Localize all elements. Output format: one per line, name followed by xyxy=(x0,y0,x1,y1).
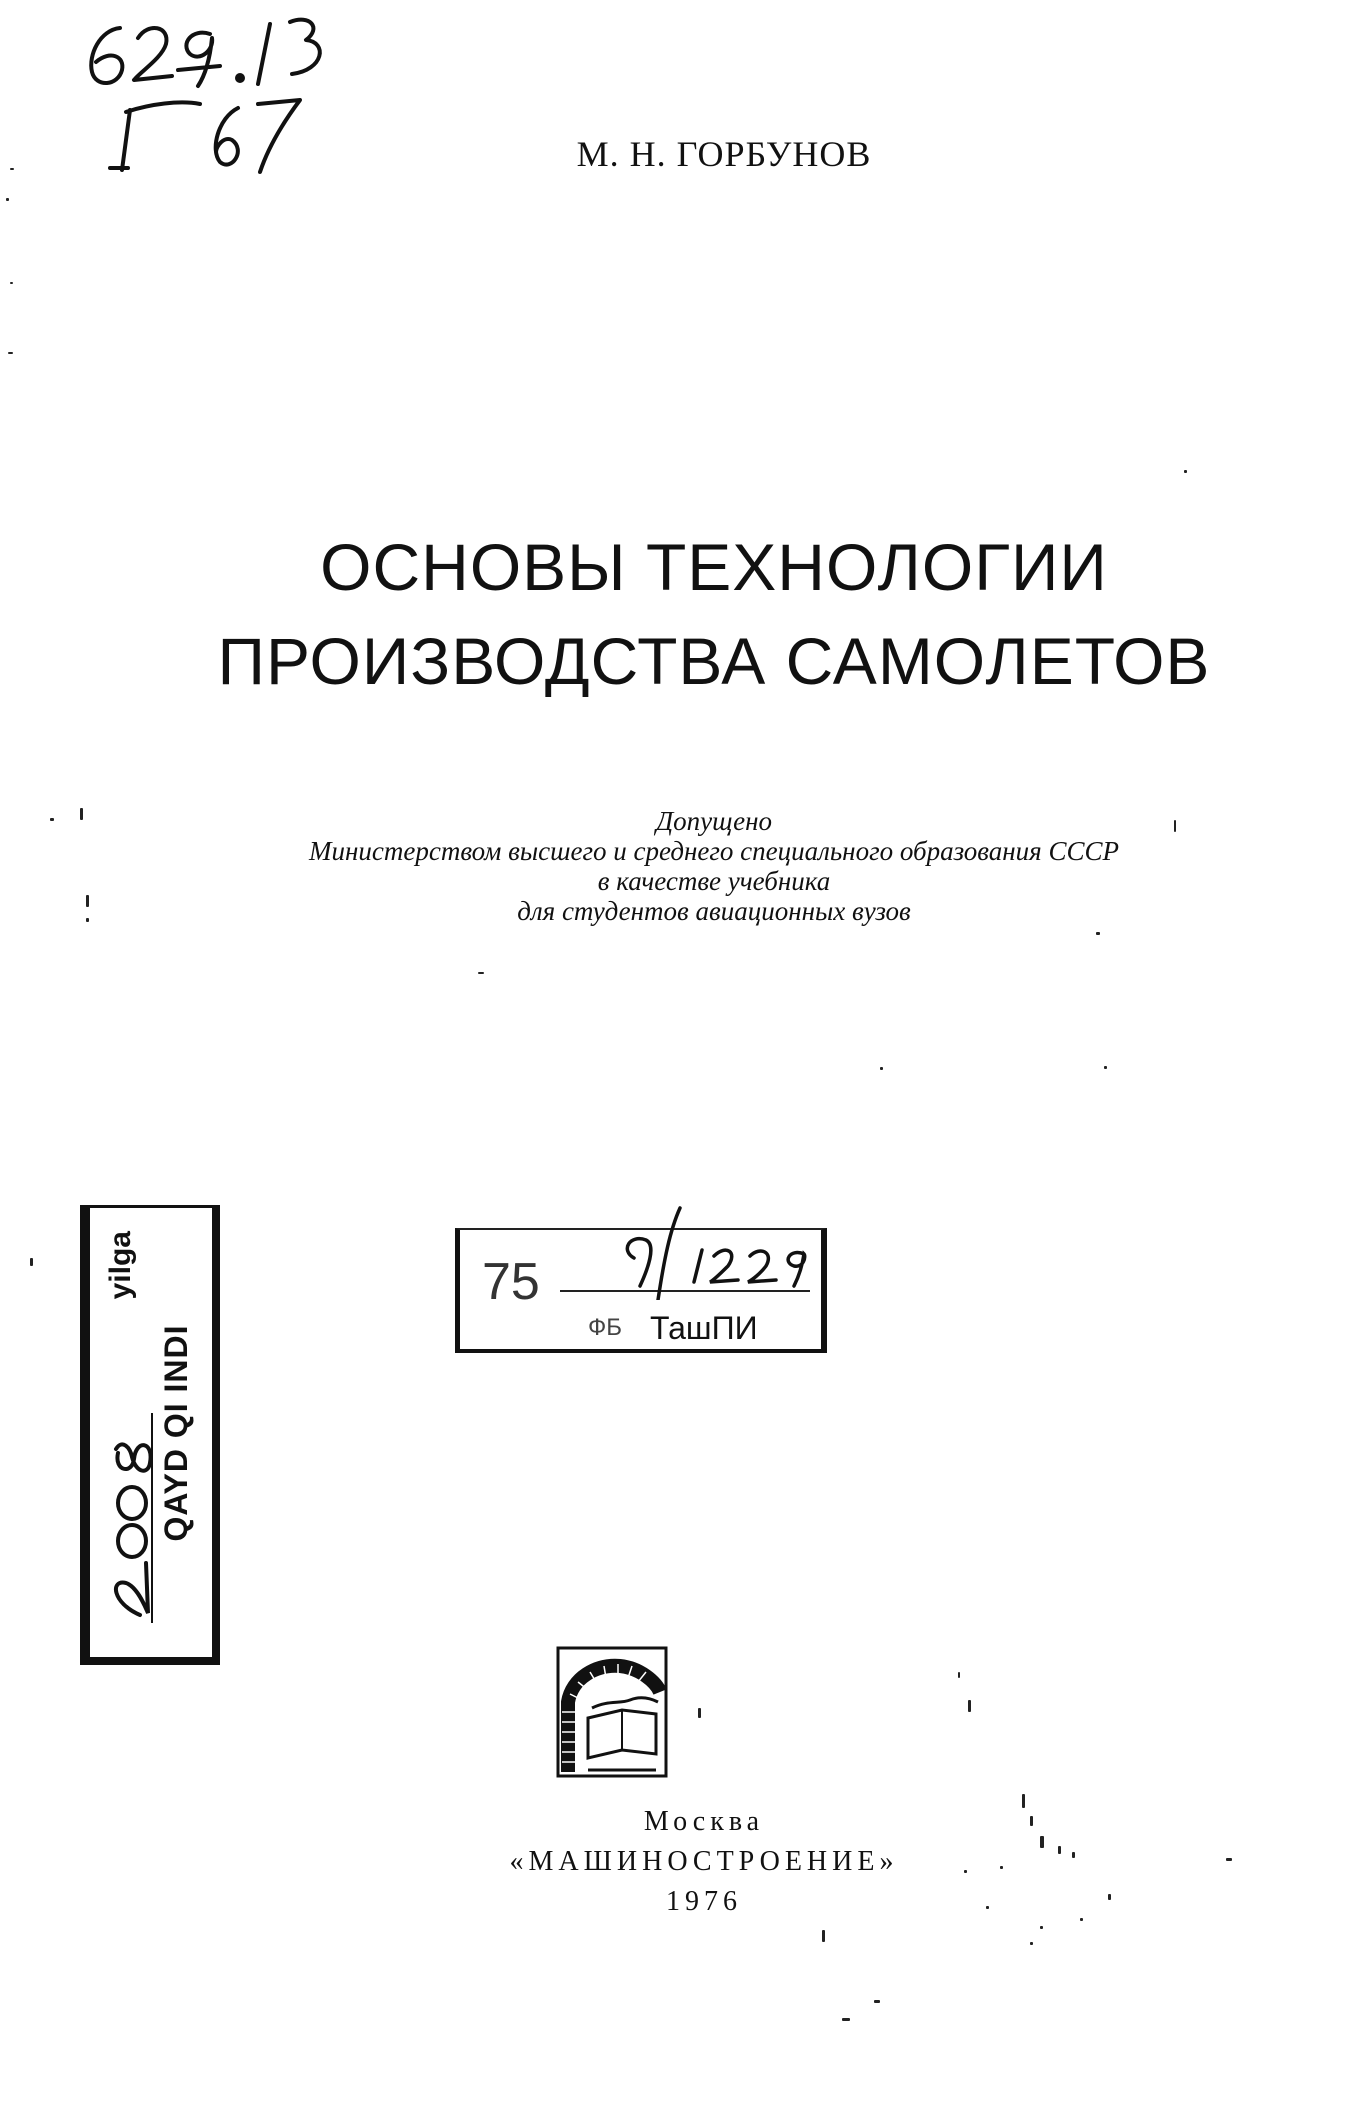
publisher-logo xyxy=(552,1642,672,1782)
title-line-2: ПРОИЗВОДСТВА САМОЛЕТОВ xyxy=(217,624,1211,698)
scan-speck xyxy=(968,1700,971,1712)
scan-speck xyxy=(842,2018,850,2021)
author-name xyxy=(0,133,1358,175)
approval-line-2: Министерством высшего и среднего специального образования СССР xyxy=(308,836,1119,866)
scan-speck xyxy=(1058,1846,1061,1854)
imprint xyxy=(0,1802,1358,1922)
stamp-rotated-content xyxy=(96,1223,206,1643)
scan-speck xyxy=(822,1930,825,1942)
scan-speck xyxy=(1184,470,1187,473)
approval-line-3: в качестве учебника xyxy=(597,866,831,896)
scan-speck xyxy=(6,198,9,201)
inventory-stamp xyxy=(455,1228,827,1353)
scan-speck xyxy=(1108,1894,1111,1900)
scan-speck xyxy=(478,972,484,974)
publisher-logo-icon xyxy=(552,1642,672,1782)
author-text: М. Н. ГОРБУНОВ xyxy=(576,134,872,174)
scan-speck xyxy=(698,1708,701,1718)
scan-speck xyxy=(1030,1942,1033,1945)
stamp-year-row xyxy=(96,1223,154,1643)
scan-speck xyxy=(1174,820,1176,832)
scan-speck xyxy=(1104,1066,1107,1069)
scan-speck xyxy=(1072,1852,1075,1858)
book-title xyxy=(0,520,1358,708)
imprint-city: Москва xyxy=(643,1806,765,1837)
scan-speck xyxy=(1226,1858,1232,1861)
stamp-year-label: yilga xyxy=(104,1230,137,1299)
inventory-prefix: 75 xyxy=(482,1253,540,1311)
scan-speck xyxy=(86,918,89,922)
scan-speck xyxy=(86,895,89,907)
scan-speck xyxy=(1080,1918,1083,1921)
handwritten-year xyxy=(96,1413,154,1623)
scan-speck xyxy=(874,2000,880,2003)
library-registration-stamp xyxy=(80,1205,220,1665)
scan-speck xyxy=(80,808,83,820)
imprint-year: 1976 xyxy=(666,1886,742,1917)
scan-speck xyxy=(30,1258,33,1266)
scan-speck xyxy=(8,352,13,354)
scan-speck xyxy=(50,818,54,821)
scan-speck xyxy=(880,1067,883,1070)
scan-speck xyxy=(1022,1794,1025,1808)
library-name: ТашПИ xyxy=(650,1310,758,1346)
scan-speck xyxy=(964,1870,967,1873)
scan-speck xyxy=(1030,1816,1033,1826)
stamp-main-text: QAYD QI INDI xyxy=(158,1323,194,1542)
handwritten-inventory-number xyxy=(610,1200,830,1300)
scan-speck xyxy=(1040,1836,1044,1848)
scan-speck xyxy=(1096,932,1100,935)
approval-line-1: Допущено xyxy=(655,806,773,836)
scan-speck xyxy=(986,1906,989,1909)
approval-line-4: для студентов авиационных вузов xyxy=(517,896,911,926)
scan-speck xyxy=(10,168,14,170)
scan-speck xyxy=(10,282,13,284)
scan-speck xyxy=(1000,1866,1003,1869)
library-prefix: ФБ xyxy=(588,1314,622,1341)
imprint-publisher: «МАШИНОСТРОЕНИЕ» xyxy=(509,1846,899,1877)
scan-speck xyxy=(958,1672,960,1678)
scan-speck xyxy=(1040,1926,1043,1929)
title-line-1: ОСНОВЫ ТЕХНОЛОГИИ xyxy=(320,530,1108,604)
approval-note xyxy=(0,806,1358,926)
